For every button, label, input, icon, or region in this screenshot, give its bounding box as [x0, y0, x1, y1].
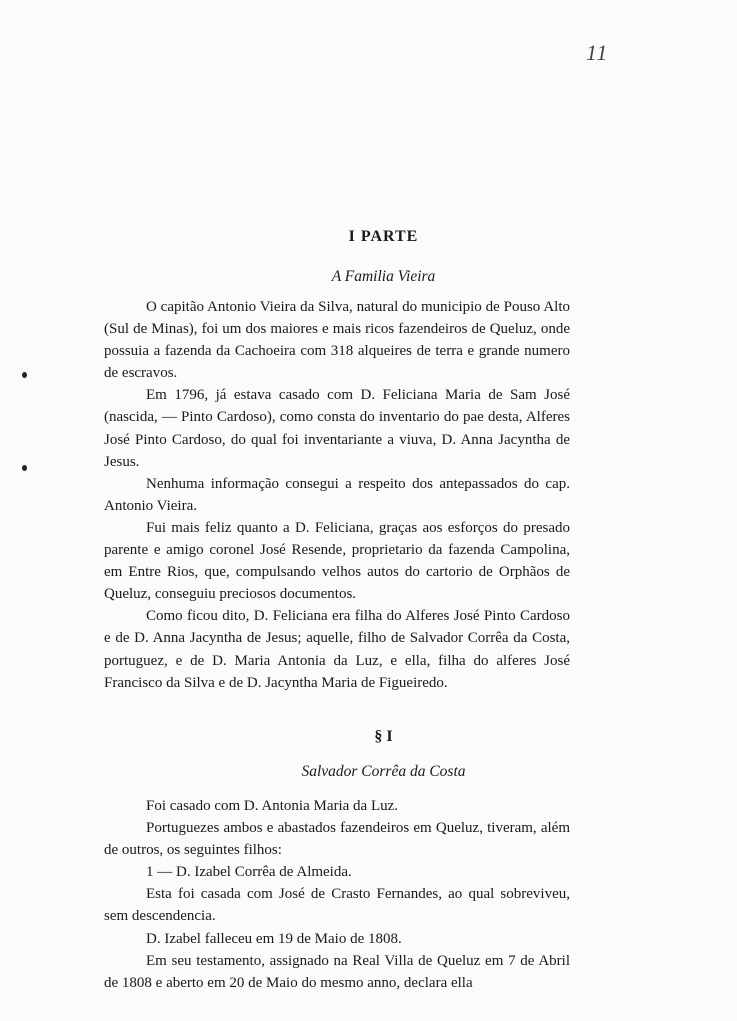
margin-speck: [22, 372, 27, 378]
paragraph: Em 1796, já estava casado com D. Feliciana Maria de Sam José (nascida, — Pinto Cardoso), como consta do inventario do pae desta, Alferes José Pinto Cardoso, do qual foi inventariante a viuva, D. Anna Jacyntha de Jesus.: [104, 387, 570, 470]
paragraph: Foi casado com D. Antonia Maria da Luz.: [146, 798, 399, 814]
page-number: 11: [586, 40, 609, 65]
part-heading: I PARTE: [348, 228, 419, 245]
paragraph: Portuguezes ambos e abastados fazendeiros em Queluz, tiveram, além de outros, os seguintes filhos:: [104, 820, 570, 859]
paragraph: O capitão Antonio Vieira da Silva, natural do municipio de Pouso Alto (Sul de Minas), foi um dos maiores e mais ricos fazendeiros de Queluz, onde possuia a fazenda da Cachoeira com 318 alqueires de terra e grande numero de escravos.: [104, 299, 570, 382]
margin-speck: [22, 465, 27, 471]
part-subtitle: A Familia Vieira: [331, 268, 436, 285]
section-number: § I: [374, 728, 393, 745]
section-title: Salvador Corrêa da Costa: [301, 763, 466, 780]
paragraph: 1 — D. Izabel Corrêa de Almeida.: [146, 864, 352, 881]
section-body: [104, 795, 570, 994]
part-body: [104, 296, 570, 694]
paragraph: D. Izabel falleceu em 19 de Maio de 1808.: [146, 930, 402, 947]
paragraph: Em seu testamento, assignado na Real Villa de Queluz em 7 de Abril de 1808 e aberto em 20 de Maio do mesmo anno, declara ella: [104, 952, 570, 991]
paragraph: Esta foi casada com José de Crasto Fernandes, ao qual sobreviveu, sem descendencia.: [104, 886, 570, 925]
paragraph: Como ficou dito, D. Feliciana era filha do Alferes José Pinto Cardoso e de D. Anna Jacyntha de Jesus; aquelle, filho de Salvador Corrêa da Costa, portuguez, e de D. Maria Antonia da Luz, e ella, filha do alferes José Francisco da Silva e de D. Jacyntha Maria de Figueiredo.: [104, 608, 570, 691]
paragraph: Fui mais feliz quanto a D. Feliciana, graças aos esforços do presado parente e amigo coronel José Resende, proprietario da fazenda Campolina, em Entre Rios, que, compulsando velhos autos do cartorio de Orphãos de Queluz, conseguiu preciosos documentos.: [104, 519, 570, 603]
paragraph: Nenhuma informação consegui a respeito dos antepassados do cap. Antonio Vieira.: [104, 475, 570, 514]
